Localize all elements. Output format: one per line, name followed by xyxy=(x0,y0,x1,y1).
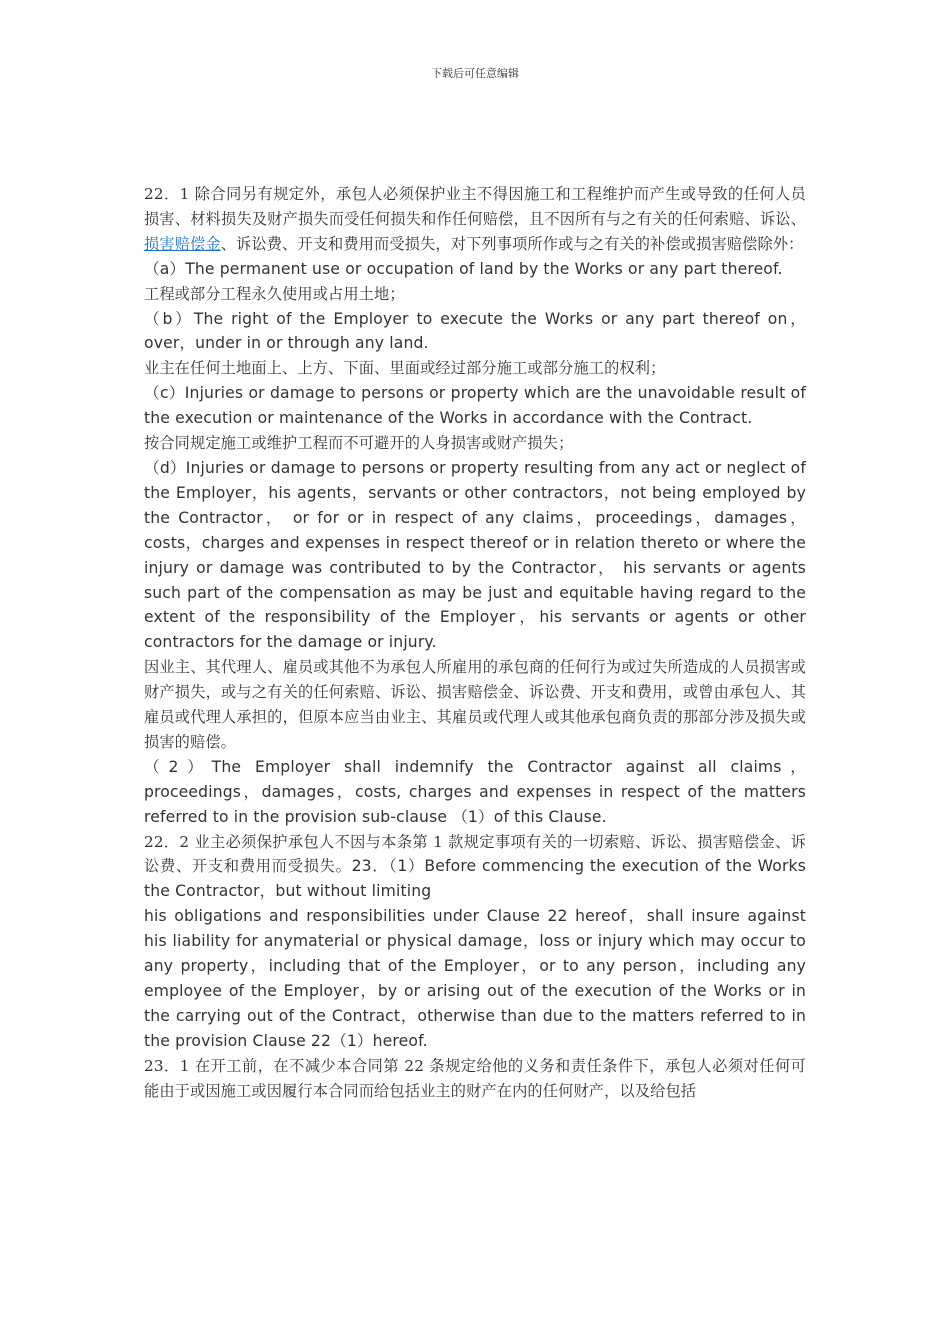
clause-22-1-zh-suffix: 、诉讼费、开支和费用而受损失，对下列事项所作或与之有关的补偿或损害赔偿除外： xyxy=(220,234,804,253)
clause-23-1-zh: 23．1 在开工前，在不减少本合同第 22 条规定给他的义务和责任条件下，承包人必须对任何可能由于或因施工或因履行本合同而给包括业主的财产在内的任何财产，以及给包括 xyxy=(144,1056,806,1100)
header-note: 下载后可任意编辑 xyxy=(431,67,519,80)
clause-22-2-en: （2）The Employer shall indemnify the Contractor against all claims，proceedings，damages，costs, charges and expenses in respect of the matters referred to in the provision sub-clause （1）of this Clause. xyxy=(144,757,806,826)
damages-link[interactable]: 损害赔偿金 xyxy=(144,234,221,253)
clause-23-en-rest: his obligations and responsibilities under Clause 22 hereof，shall insure against his liability for anymaterial or physical damage，loss or injury which may occur to any property，including that of the Employer，or to any person，including any employee of the Employer，by or arising out of the execution of the Works or in the carrying out of the Contract，otherwise than due to the matters referred to in the provision Clause 22（1）hereof. xyxy=(144,907,806,1050)
item-b-zh: 业主在任何土地面上、上方、下面、里面或经过部分施工或部分施工的权利； xyxy=(144,359,666,378)
clause-22-1-zh xyxy=(144,182,806,257)
clause-22-2-zh: 22．2 业主必须保护承包人不因与本条第 1 款规定事项有关的一切索赔、诉讼、损害赔偿金、诉讼费、开支和费用而受损失。 xyxy=(144,832,806,876)
document-body xyxy=(144,182,806,1104)
clause-22-2-zh-and-23-start xyxy=(144,830,806,905)
item-b-en: （b）The right of the Employer to execute the Works or any part thereof on，over，under in or through any land. xyxy=(144,309,806,353)
item-c-zh: 按合同规定施工或维护工程而不可避开的人身损害或财产损失； xyxy=(144,434,574,453)
item-c-en: （c）Injuries or damage to persons or property which are the unavoidable result of the execution or maintenance of the Works in accordance with the Contract. xyxy=(144,384,806,428)
item-d-en: （d）Injuries or damage to persons or property resulting from any act or neglect of the Employer，his agents，servants or other contractors，not being employed by the Contractor， or for or in respect of any claims，proceedings，damages，costs，charges and expenses in respect thereof or in relation thereto or where the injury or damage was contributed to by the Contractor， his servants or agents such part of the compensation as may be just and equitable having regard to the extent of the responsibility of the Employer，his servants or agents or other contractors for the damage or injury. xyxy=(144,458,806,652)
item-d-zh: 因业主、其代理人、雇员或其他不为承包人所雇用的承包商的任何行为或过失所造成的人员损害或财产损失，或与之有关的任何索赔、诉讼、损害赔偿金、诉讼费、开支和费用，或曾由承包人、其雇员或代理人承担的，但原本应当由业主、其雇员或代理人或其他承包商负责的那部分涉及损失或损害的赔偿。 xyxy=(144,658,806,751)
clause-22-1-zh-prefix: 22．1 除合同另有规定外，承包人必须保护业主不得因施工和工程维护而产生或导致的任何人员损害、材料损失及财产损失而受任何损失和作任何赔偿，且不因所有与之有关的任何索赔、诉讼、 xyxy=(144,185,806,228)
clause-23-en-start: 23．（1）Before commencing the execution of the Works the Contractor，but without limiting xyxy=(144,857,806,901)
item-a-zh: 工程或部分工程永久使用或占用土地； xyxy=(144,284,405,303)
item-a-en: （a）The permanent use or occupation of land by the Works or any part thereof. xyxy=(144,259,783,278)
